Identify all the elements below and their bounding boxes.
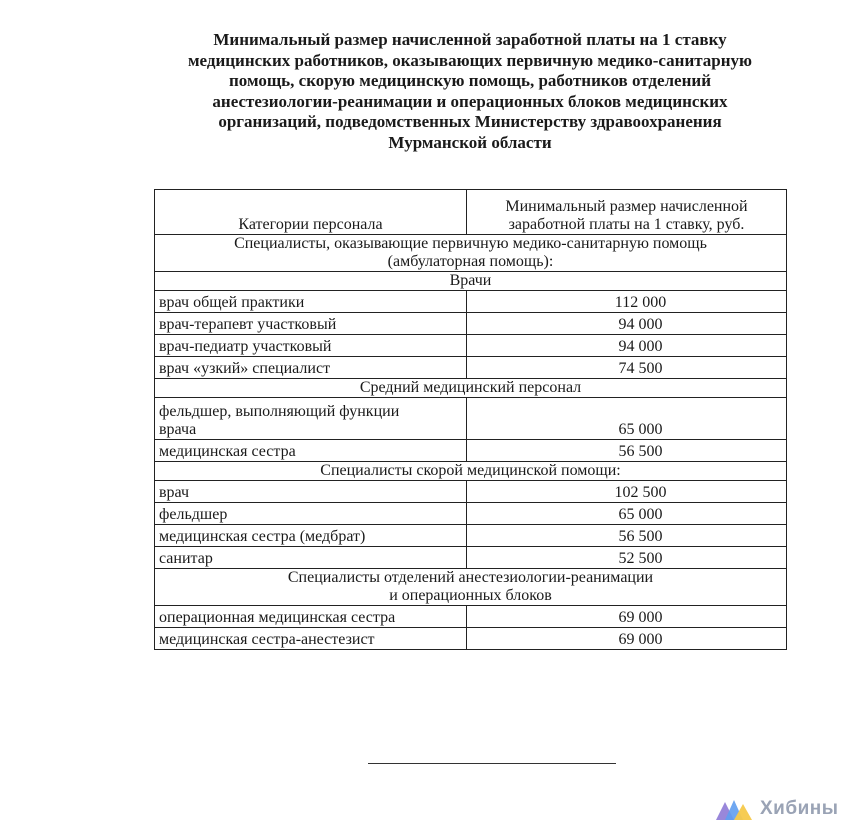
position-name — [155, 398, 467, 440]
section-title-line: (амбулаторная помощь): — [387, 253, 554, 270]
salary-value-text: 69 000 — [618, 631, 663, 648]
salary-value — [467, 313, 787, 335]
position-name: медицинская сестра (медбрат) — [155, 525, 467, 547]
section-title — [155, 235, 787, 272]
watermark — [716, 795, 838, 823]
salary-value — [467, 481, 787, 503]
subsection-title: Врачи — [155, 272, 787, 291]
table-row — [155, 628, 787, 650]
table-row — [155, 525, 787, 547]
salary-value — [467, 335, 787, 357]
position-name: операционная медицинская сестра — [155, 606, 467, 628]
header-value-line: заработной платы на 1 ставку, руб. — [508, 216, 745, 233]
document-title — [150, 30, 790, 154]
position-name: врач-терапевт участковый — [155, 313, 467, 335]
title-line: помощь, скорую медицинскую помощь, работников отделений — [229, 71, 711, 91]
table-row — [155, 503, 787, 525]
title-line: организаций, подведомственных Министерству здравоохранения — [218, 112, 722, 132]
salary-value-text: 74 500 — [618, 360, 663, 377]
salary-value-text: 52 500 — [618, 550, 663, 567]
table-row — [155, 313, 787, 335]
salary-value — [467, 606, 787, 628]
salary-value-text: 56 500 — [618, 528, 663, 545]
salary-value-text: 94 000 — [618, 316, 663, 333]
table-row — [155, 606, 787, 628]
salary-value-text: 112 000 — [614, 294, 667, 311]
table-row — [155, 357, 787, 379]
salary-value-text: 65 000 — [618, 506, 663, 523]
position-name: врач «узкий» специалист — [155, 357, 467, 379]
subsection-row — [155, 379, 787, 398]
title-line: Мурманской области — [388, 132, 552, 152]
table-row — [155, 291, 787, 313]
position-name: врач-педиатр участковый — [155, 335, 467, 357]
salary-value — [467, 503, 787, 525]
section-row — [155, 462, 787, 481]
salary-table — [154, 189, 787, 650]
section-title — [155, 569, 787, 606]
table-row — [155, 547, 787, 569]
section-title-line: и операционных блоков — [389, 587, 552, 604]
section-title-line: Специалисты, оказывающие первичную медико-санитарную помощь — [234, 235, 707, 252]
section-row — [155, 235, 787, 272]
position-name-line: фельдшер, выполняющий функции — [159, 403, 400, 420]
position-name: медицинская сестра-анестезист — [155, 628, 467, 650]
header-value — [467, 190, 787, 235]
watermark-text: Хибины — [760, 798, 839, 819]
header-value-line: Минимальный размер начисленной — [505, 198, 748, 215]
salary-value — [467, 525, 787, 547]
title-line: Минимальный размер начисленной заработной платы на 1 ставку — [213, 30, 727, 49]
salary-value-text: 102 500 — [614, 484, 667, 501]
subsection-title: Средний медицинский персонал — [155, 379, 787, 398]
salary-value-text: 65 000 — [618, 421, 663, 438]
mountains-logo-icon — [716, 798, 752, 820]
section-row — [155, 569, 787, 606]
salary-value-text: 94 000 — [618, 338, 663, 355]
table-row — [155, 335, 787, 357]
section-title: Специалисты скорой медицинской помощи: — [155, 462, 787, 481]
subsection-row — [155, 272, 787, 291]
signature-line — [368, 763, 616, 764]
section-title-line: Специалисты отделений анестезиологии-реанимации — [287, 569, 654, 586]
salary-value — [467, 398, 787, 440]
position-name: медицинская сестра — [155, 440, 467, 462]
position-name: фельдшер — [155, 503, 467, 525]
salary-value — [467, 547, 787, 569]
position-name: санитар — [155, 547, 467, 569]
salary-value — [467, 440, 787, 462]
header-category: Категории персонала — [155, 190, 467, 235]
title-line: медицинских работников, оказывающих первичную медико-санитарную — [187, 50, 753, 70]
table-row — [155, 398, 787, 440]
position-name-line: врача — [159, 421, 197, 438]
salary-value — [467, 357, 787, 379]
table-row — [155, 440, 787, 462]
salary-value-text: 56 500 — [618, 443, 663, 460]
table-header-row — [155, 190, 787, 235]
salary-value — [467, 291, 787, 313]
salary-value-text: 69 000 — [618, 609, 663, 626]
position-name: врач общей практики — [155, 291, 467, 313]
table-row — [155, 481, 787, 503]
title-line: анестезиологии-реанимации и операционных блоков медицинских — [212, 91, 728, 111]
position-name: врач — [155, 481, 467, 503]
salary-value — [467, 628, 787, 650]
